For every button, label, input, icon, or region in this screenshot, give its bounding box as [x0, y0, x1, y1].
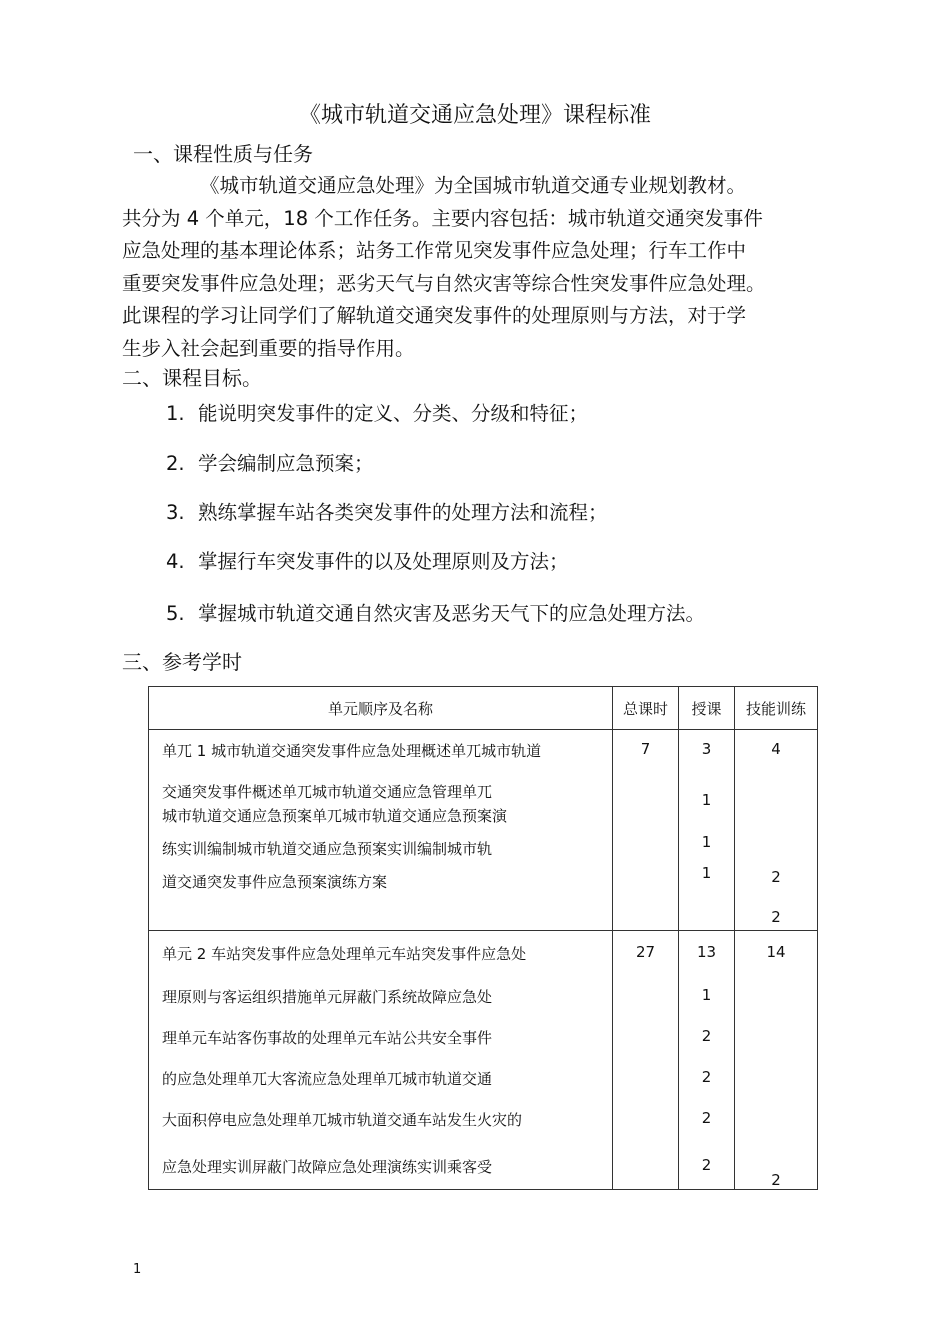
- lecture-value: 2: [701, 1027, 712, 1045]
- section-heading-hours: 三、参考学时: [122, 650, 242, 674]
- paragraph-line: 重要突发事件应急处理；恶劣天气与自然灾害等综合性突发事件应急处理。: [122, 271, 766, 295]
- total-hours-cell: [613, 730, 679, 931]
- paragraph-line: 共分为 4 个单元，18 个工作任务。主要内容包括：城市轨道交通突发事件: [122, 206, 763, 230]
- lecture-cell: [679, 730, 735, 931]
- lecture-value: 1: [701, 864, 712, 882]
- lecture-value: 2: [701, 1156, 712, 1174]
- table-row: [149, 931, 818, 1190]
- lecture-value: 1: [701, 986, 712, 1004]
- header-unit-name: 单元顺序及名称: [149, 687, 613, 730]
- lecture-cell: [679, 931, 735, 1190]
- goal-item: 5. 掌握城市轨道交通自然灾害及恶劣天气下的应急处理方法。: [166, 602, 706, 625]
- skill-training-value: 2: [771, 908, 781, 926]
- header-total-hours: 总课时: [613, 687, 679, 730]
- lecture-value: 1: [701, 791, 712, 809]
- lecture-value: 1: [701, 833, 712, 851]
- unit-name-line: 道交通突发事件应急预案演练方案: [162, 873, 388, 891]
- unit-name-line: 练实训编制城市轨道交通应急预案实训编制城市轨: [162, 840, 493, 858]
- unit-name-cell: [149, 931, 613, 1190]
- unit-name-line: 单兀 1 城市轨道交通突发事件应急处理概述单兀城市轨道: [162, 742, 542, 760]
- paragraph-line: 应急处理的基本理论体系；站务工作常见突发事件应急处理；行车工作中: [122, 239, 747, 262]
- section-heading-goals: 二、课程目标。: [122, 366, 262, 390]
- table-header-row: [149, 687, 818, 730]
- total-hours-value: 27: [635, 943, 656, 961]
- goal-item: 3. 熟练掌握车站各类突发事件的处理方法和流程；: [166, 501, 608, 524]
- skill-training-cell: [735, 730, 818, 931]
- unit-name-line: 理单元车站客伤事故的处理单元车站公共安全事件: [162, 1029, 493, 1047]
- header-lecture: 授课: [679, 687, 735, 730]
- section-paragraph-nature: [122, 170, 852, 365]
- unit-name-line: 应急处理实训屏蔽门故障应急处理演练实训乘客受: [162, 1158, 493, 1176]
- goal-item: 4. 掌握行车突发事件的以及处理原则及方法；: [166, 550, 569, 573]
- reference-hours-table: [148, 686, 818, 1190]
- lecture-value: 3: [701, 740, 712, 758]
- skill-training-value: 2: [771, 868, 781, 886]
- unit-name-line: 的应急处理单兀大客流应急处理单兀城市轨道交通: [162, 1070, 493, 1088]
- header-skill-training: 技能训练: [735, 687, 818, 730]
- skill-training-value: 4: [771, 740, 781, 758]
- unit-name-line: 大面积停电应急处理单兀城市轨道交通车站发生火灾的: [162, 1111, 523, 1129]
- skill-training-value: 2: [771, 1171, 781, 1189]
- unit-name-cell: [149, 730, 613, 931]
- skill-training-value: 14: [766, 943, 786, 961]
- total-hours-value: 7: [640, 740, 651, 758]
- unit-name-line: 交通突发事件概述单兀城市轨道交通应急管理单兀: [162, 783, 493, 801]
- document-title: 《城市轨道交通应急处理》课程标准: [298, 103, 651, 128]
- page-number: 1: [133, 1262, 142, 1277]
- skill-training-cell: [735, 931, 818, 1190]
- goal-item: 1. 能说明突发事件的定义、分类、分级和特征；: [166, 402, 589, 425]
- table-row: [149, 730, 818, 931]
- section-heading-nature: 一、课程性质与任务: [133, 142, 313, 166]
- unit-name-line: 单元 2 车站突发事件应急处理单元车站突发事件应急处: [162, 945, 527, 963]
- paragraph-line: 此课程的学习让同学们了解轨道交通突发事件的处理原则与方法，对于学: [122, 304, 747, 327]
- unit-name-line: 城市轨道交通应急预案单兀城市轨道交通应急预案演: [162, 807, 508, 825]
- lecture-value: 13: [696, 943, 717, 961]
- paragraph-line: 《城市轨道交通应急处理》为全国城市轨道交通专业规划教材。: [200, 174, 747, 197]
- paragraph-line: 生步入社会起到重要的指导作用。: [122, 336, 415, 360]
- lecture-value: 2: [701, 1068, 712, 1086]
- unit-name-line: 理原则与客运组织措施单元屏蔽门系统故障应急处: [162, 988, 493, 1006]
- goal-item: 2. 学会编制应急预案；: [166, 452, 374, 475]
- total-hours-cell: [613, 931, 679, 1190]
- lecture-value: 2: [701, 1109, 712, 1127]
